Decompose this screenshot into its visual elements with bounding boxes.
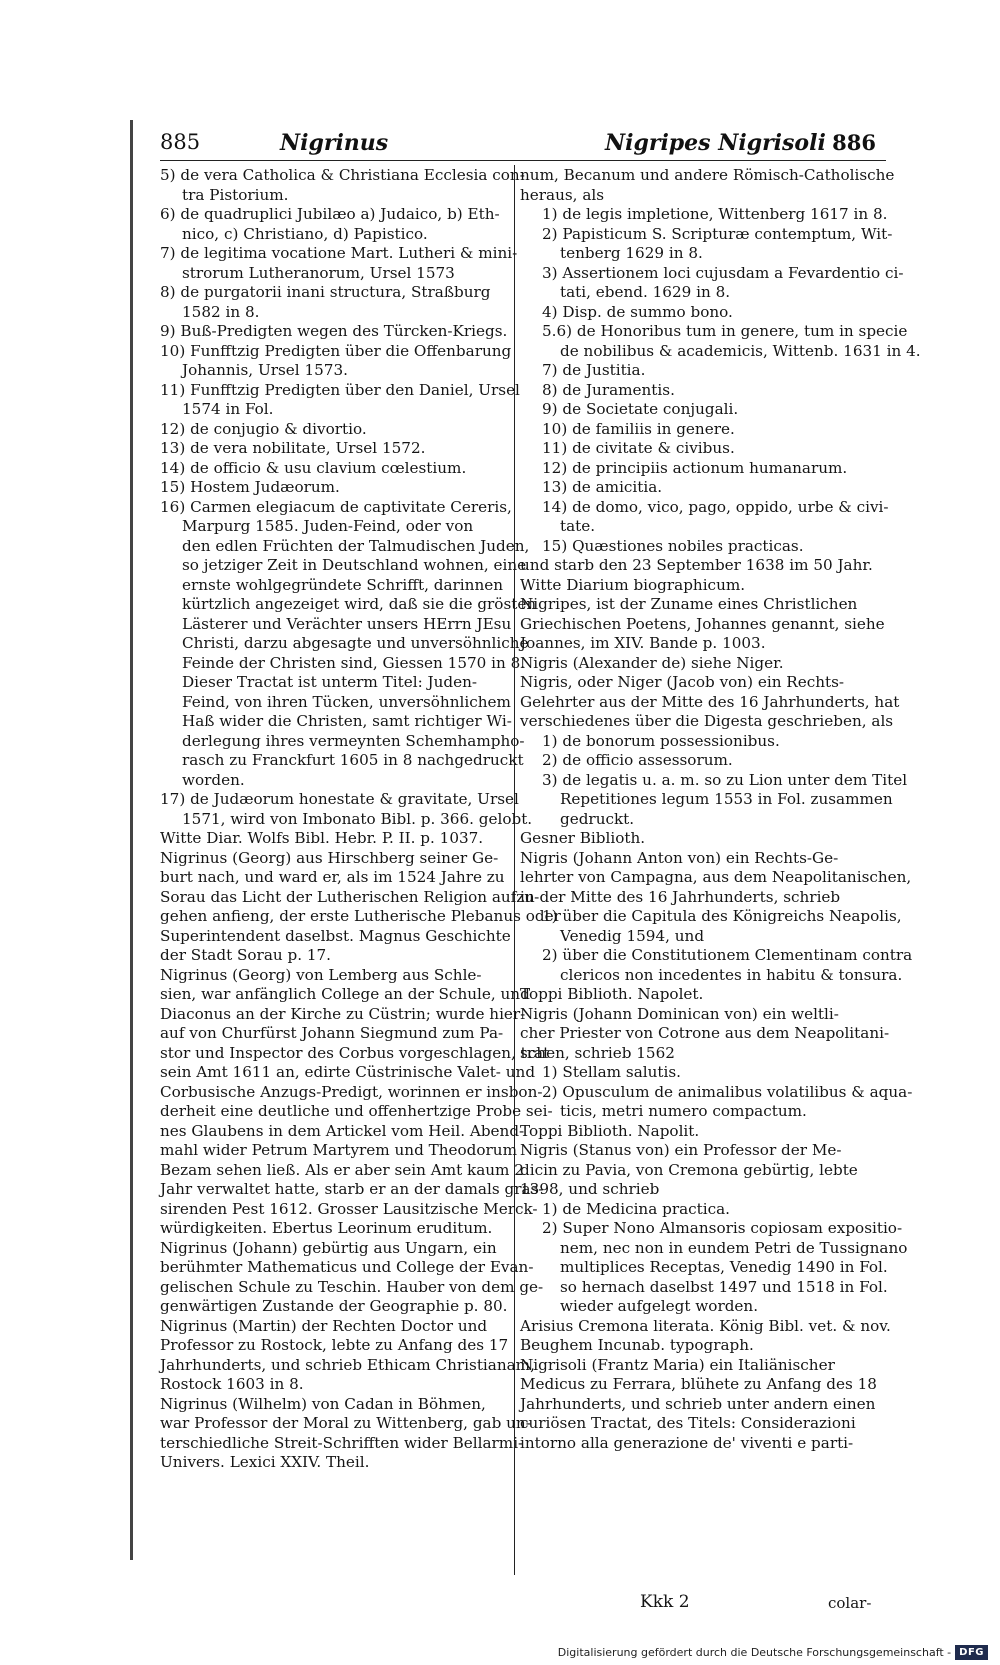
text-line: den edlen Früchten der Talmudischen Juden, [182, 536, 530, 555]
text-line: Nigrinus (Martin) der Rechten Doctor und [160, 1316, 488, 1335]
text-line: 1) de bonorum possessionibus. [542, 731, 780, 750]
page-number-right: 886 [832, 130, 876, 155]
text-line: 9) Buß-Predigten wegen des Türcken-Kriegs. [160, 322, 508, 340]
text-line: gehen anfieng, der erste Lutherische Plebanus oder [160, 907, 561, 925]
text-line: rasch zu Franckfurt 1605 in 8 nachgedruckt [182, 751, 524, 769]
text-line: dicin zu Pavia, von Cremona gebürtig, lebte [520, 1160, 858, 1179]
text-line: auf von Churfürst Johann Siegmund zum Pa- [160, 1024, 504, 1042]
text-line: 10) Funfftzig Predigten über die Offenbarung [160, 341, 512, 360]
text-line: Beughem Incunab. typograph. [520, 1336, 754, 1354]
text-line: 16) Carmen elegiacum de captivitate Cereris, [160, 497, 512, 516]
text-line: terschiedliche Streit-Schrifften wider Bellarmi- [160, 1433, 524, 1452]
text-line: curiösen Tractat, des Titels: Considerazioni [520, 1414, 856, 1432]
text-line: Jahrhunderts, und schrieb unter andern einen [520, 1394, 876, 1413]
dfg-logo: DFG [955, 1645, 988, 1660]
text-line: Witte Diar. Wolfs Bibl. Hebr. P. II. p. 1037. [160, 829, 484, 847]
text-line: Venedig 1594, und [560, 926, 705, 945]
catchword: colar- [828, 1594, 872, 1612]
text-line: 11) Funfftzig Predigten über den Daniel, Ursel [160, 380, 520, 399]
text-line: 3) de legatis u. a. m. so zu Lion unter dem Titel [542, 770, 908, 789]
text-line: 2) Papisticum S. Scripturæ contemptum, Wit- [542, 224, 893, 243]
text-line: kürtzlich angezeiget wird, daß sie die grösten [182, 595, 537, 613]
text-line: berühmter Mathematicus und College der Evan- [160, 1258, 534, 1276]
text-line: Nigris (Stanus von) ein Professor der Me- [520, 1141, 842, 1159]
text-line: Superintendent daselbst. Magnus Geschichte [160, 926, 511, 945]
text-line: schen, schrieb 1562 [520, 1043, 675, 1062]
text-line: stor und Inspector des Corbus vorgeschlagen, trat [160, 1043, 550, 1062]
text-line: mahl wider Petrum Martyrem und Theodorum [160, 1141, 517, 1159]
text-line: clericos non incedentes in habitu & tonsura. [560, 965, 903, 984]
text-line: gelischen Schule zu Teschin. Hauber von dem ge- [160, 1277, 544, 1296]
header-rule [160, 160, 886, 161]
text-line: tenberg 1629 in 8. [560, 244, 703, 262]
text-line: 2) de officio assessorum. [542, 751, 733, 769]
text-line: Christi, darzu abgesagte und unversöhnliche [182, 634, 529, 652]
text-line: lehrter von Campagna, aus dem Neapolitanischen, [520, 868, 912, 886]
text-line: Professor zu Rostock, lebte zu Anfang des 17 [160, 1336, 509, 1354]
text-line: 8) de Juramentis. [542, 380, 675, 399]
text-line: Nigris (Alexander de) siehe Niger. [520, 653, 784, 672]
text-line: genwärtigen Zustande der Geographie p. 80. [160, 1297, 508, 1315]
text-line: Gelehrter aus der Mitte des 16 Jahrhunderts, hat [520, 692, 900, 711]
text-line: 14) de domo, vico, pago, oppido, urbe & civi- [542, 497, 889, 516]
text-line: Gesner Biblioth. [520, 829, 646, 847]
text-line: und starb den 23 September 1638 im 50 Jahr. [520, 556, 873, 574]
text-line: sien, war anfänglich College an der Schule, und [160, 985, 530, 1003]
text-line: 8) de purgatorii inani structura, Straßburg [160, 283, 491, 301]
text-line: cher Priester von Cotrone aus dem Neapolitani- [520, 1024, 890, 1042]
text-line: würdigkeiten. Ebertus Leorinum eruditum. [160, 1219, 493, 1237]
text-line: verschiedenes über die Digesta geschrieben, als [520, 712, 894, 730]
text-line: 2) Super Nono Almansoris copiosam expositio- [542, 1219, 903, 1237]
running-title-left: Nigrinus [280, 130, 389, 156]
text-line: 1) über die Capitula des Königreichs Neapolis, [542, 907, 902, 925]
text-line: multiplices Receptas, Venedig 1490 in Fol. [560, 1258, 888, 1276]
text-line: Nigrinus (Georg) aus Hirschberg seiner Ge- [160, 848, 499, 867]
text-line: nico, c) Christiano, d) Papistico. [182, 224, 428, 243]
text-line: sein Amt 1611 an, edirte Cüstrinische Valet- und [160, 1063, 536, 1081]
text-line: 7) de legitima vocatione Mart. Lutheri & mini- [160, 244, 518, 262]
text-line: Toppi Biblioth. Napolit. [520, 1121, 700, 1140]
text-line: Haß wider die Christen, samt richtiger Wi- [182, 712, 512, 730]
text-line: Corbusische Anzugs-Predigt, worinnen er insbon- [160, 1082, 543, 1101]
text-line: 2) über die Constitutionem Clementinam contra [542, 946, 913, 964]
text-line: Sorau das Licht der Lutherischen Religion aufzu- [160, 887, 540, 906]
text-line: derheit eine deutliche und offenhertzige Probe sei- [160, 1102, 553, 1120]
text-line: Nigris, oder Niger (Jacob von) ein Rechts- [520, 673, 845, 691]
text-line: 2) Opusculum de animalibus volatilibus & aqua- [542, 1082, 913, 1101]
footer-credit-text: Digitalisierung gefördert durch die Deutsche Forschungsgemeinschaft - [557, 1646, 952, 1659]
text-line: 5.6) de Honoribus tum in genere, tum in specie [542, 322, 908, 340]
right-column [520, 166, 921, 1453]
text-line: ernste wohlgegründete Schrifft, darinnen [182, 575, 503, 594]
text-line: Jahr verwaltet hatte, starb er an der damals gras- [160, 1180, 544, 1198]
text-line: Rostock 1603 in 8. [160, 1375, 304, 1393]
text-line: Lästerer und Verächter unsers HErrn JEsu [182, 614, 512, 633]
text-line: 1574 in Fol. [182, 400, 274, 418]
text-line: Marpurg 1585. Juden-Feind, oder von [182, 517, 474, 535]
text-line: 4) Disp. de summo bono. [542, 302, 733, 321]
text-line: Univers. Lexici XXIV. Theil. [160, 1453, 370, 1471]
text-line: Arisius Cremona literata. König Bibl. vet. & nov. [520, 1316, 891, 1335]
text-line: 12) de principiis actionum humanarum. [542, 458, 848, 477]
text-line: 15) Hostem Judæorum. [160, 478, 340, 496]
text-line: in der Mitte des 16 Jahrhunderts, schrieb [520, 887, 841, 906]
text-line: 17) de Judæorum honestate & gravitate, Ursel [160, 790, 519, 808]
text-line: Nigris (Johann Dominican von) ein weltli- [520, 1004, 839, 1023]
text-line: Feind, von ihren Tücken, unversöhnlichem [182, 692, 511, 711]
text-line: ticis, metri numero compactum. [560, 1102, 807, 1120]
text-line: tate. [560, 517, 596, 535]
text-line: heraus, als [520, 185, 605, 204]
text-line: nes Glaubens in dem Artickel vom Heil. Abend- [160, 1121, 525, 1140]
text-line: tra Pistorium. [182, 185, 289, 204]
text-line: 13) de vera nobilitate, Ursel 1572. [160, 439, 426, 457]
text-line: num, Becanum und andere Römisch-Catholische [520, 166, 895, 184]
footer-credit [558, 1645, 988, 1660]
text-line: 1) Stellam salutis. [542, 1063, 681, 1081]
text-line: 1) de Medicina practica. [542, 1199, 730, 1218]
text-line: Witte Diarium biographicum. [520, 575, 746, 594]
text-line: Diaconus an der Kirche zu Cüstrin; wurde hier- [160, 1004, 526, 1023]
text-line: Joannes, im XIV. Bande p. 1003. [520, 634, 766, 652]
text-line: 1398, und schrieb [520, 1180, 660, 1198]
page-header [160, 130, 886, 160]
text-line: Jahrhunderts, und schrieb Ethicam Christianam, [160, 1355, 535, 1374]
text-line: worden. [182, 770, 245, 789]
text-line: 7) de Justitia. [542, 361, 646, 379]
text-line: Nigrinus (Wilhelm) von Cadan in Böhmen, [160, 1394, 486, 1413]
text-line: strorum Lutheranorum, Ursel 1573 [182, 263, 455, 282]
text-line: tati, ebend. 1629 in 8. [560, 283, 731, 301]
text-line: Johannis, Ursel 1573. [182, 361, 348, 379]
text-line: Nigripes, ist der Zuname eines Christlichen [520, 595, 858, 613]
text-line: Dieser Tractat ist unterm Titel: Juden- [182, 673, 478, 691]
text-line: Bezam sehen ließ. Als er aber sein Amt kaum 2 [160, 1160, 524, 1179]
text-line: 3) Assertionem loci cujusdam a Fevardentio ci- [542, 263, 904, 282]
text-line: de nobilibus & academicis, Wittenb. 1631 in 4. [560, 341, 921, 360]
left-column [160, 166, 561, 1473]
page-number-left: 885 [160, 130, 201, 154]
text-line: der Stadt Sorau p. 17. [160, 946, 332, 964]
text-line: so jetziger Zeit in Deutschland wohnen, eine [182, 556, 527, 574]
text-line: intorno alla generazione de' viventi e parti- [520, 1433, 854, 1452]
text-line: 1582 in 8. [182, 302, 260, 321]
text-line: sirenden Pest 1612. Grosser Lausitzische Merck- [160, 1199, 538, 1218]
text-line: 13) de amicitia. [542, 478, 663, 496]
text-line: wieder aufgelegt worden. [560, 1297, 759, 1315]
text-line: Griechischen Poetens, Johannes genannt, siehe [520, 614, 885, 633]
text-line: burt nach, und ward er, als im 1524 Jahre zu [160, 868, 505, 886]
text-line: 12) de conjugio & divortio. [160, 419, 367, 438]
text-line: 1) de legis impletione, Wittenberg 1617 in 8. [542, 205, 888, 223]
text-line: 1571, wird von Imbonato Bibl. p. 366. gelobt. [182, 809, 533, 828]
text-line: Nigrinus (Johann) gebürtig aus Ungarn, ein [160, 1238, 497, 1257]
text-line: nem, nec non in eundem Petri de Tussignano [560, 1238, 908, 1257]
text-line: Nigrinus (Georg) von Lemberg aus Schle- [160, 965, 482, 984]
text-line: 9) de Societate conjugali. [542, 400, 739, 418]
text-line: so hernach daselbst 1497 und 1518 in Fol. [560, 1277, 888, 1296]
signature-mark: Kkk 2 [640, 1592, 690, 1612]
text-line: Medicus zu Ferrara, blühete zu Anfang des 18 [520, 1375, 877, 1393]
text-line: 6) de quadruplici Jubilæo a) Judaico, b) Eth- [160, 205, 500, 223]
text-line: 11) de civitate & civibus. [542, 439, 735, 457]
text-line: 15) Quæstiones nobiles practicas. [542, 536, 804, 555]
text-line: Nigris (Johann Anton von) ein Rechts-Ge- [520, 848, 839, 867]
text-line: Toppi Biblioth. Napolet. [520, 985, 704, 1003]
text-line: Nigrisoli (Frantz Maria) ein Italiänischer [520, 1355, 835, 1374]
text-line: war Professor der Moral zu Wittenberg, gab un- [160, 1414, 531, 1432]
running-title-right: Nigripes Nigrisoli [605, 130, 826, 156]
text-line: derlegung ihres vermeynten Schemhampho- [182, 731, 525, 750]
text-line: 5) de vera Catholica & Christiana Ecclesia con- [160, 166, 525, 184]
text-line: 10) de familiis in genere. [542, 419, 735, 438]
text-line: Repetitiones legum 1553 in Fol. zusammen [560, 790, 893, 808]
text-line: 14) de officio & usu clavium cœlestium. [160, 458, 467, 477]
text-line: gedruckt. [560, 809, 635, 828]
text-line: Feinde der Christen sind, Giessen 1570 in 8. [182, 653, 526, 672]
